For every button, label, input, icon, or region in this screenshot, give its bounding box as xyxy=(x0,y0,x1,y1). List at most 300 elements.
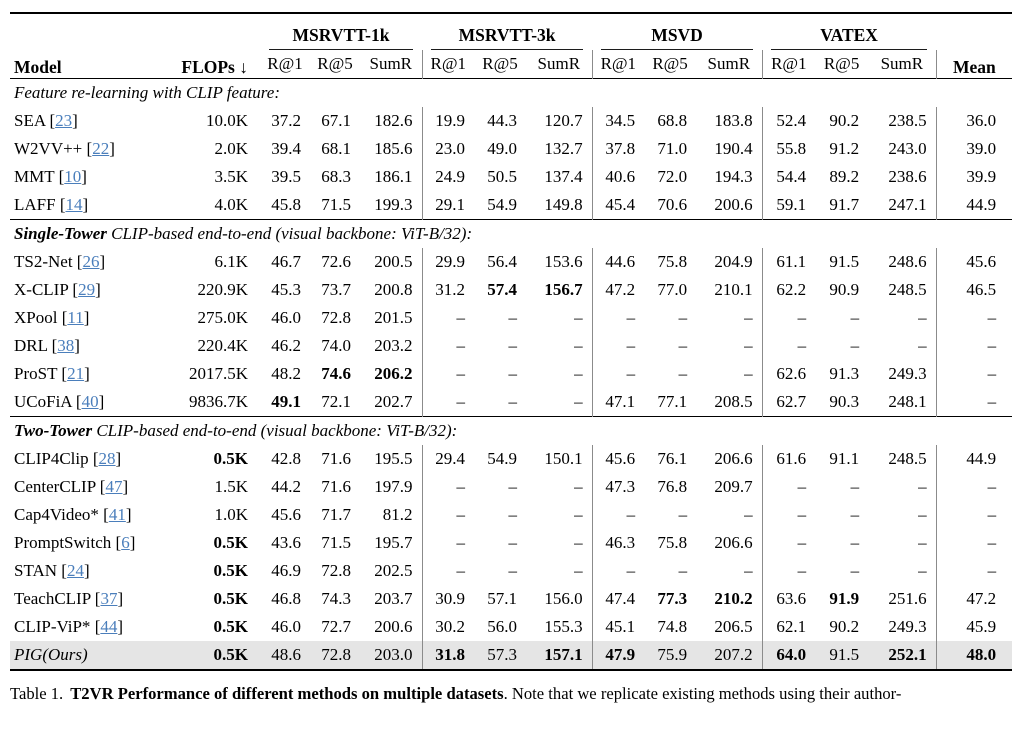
metric-cell: 77.1 xyxy=(657,392,688,411)
citation-link[interactable]: 11 xyxy=(67,308,84,327)
citation-link[interactable]: 44 xyxy=(100,617,118,636)
caption-rest: . Note that we replicate existing methods using their author- xyxy=(503,684,902,703)
metric-cell: – xyxy=(574,561,583,580)
section-label-row xyxy=(10,220,1012,249)
mean-cell: 47.2 xyxy=(936,585,1012,613)
model-cell: CLIP4Clip [28] xyxy=(14,449,122,468)
metric-cell: – xyxy=(574,336,583,355)
table-row xyxy=(10,135,1012,163)
metric-cell: 54.4 xyxy=(762,163,815,191)
metric-cell: – xyxy=(422,388,474,417)
metric-cell: – xyxy=(678,308,688,327)
metric-cell: 71.0 xyxy=(657,139,688,158)
model-name: LAFF xyxy=(14,195,56,214)
metric-cell: 252.1 xyxy=(888,645,927,664)
table-body xyxy=(10,79,1012,671)
model-name: Cap4Video* xyxy=(14,505,99,524)
table-row xyxy=(10,163,1012,191)
metric-cell: 200.6 xyxy=(714,195,753,214)
metric-cell: – xyxy=(678,364,688,383)
metric-cell: 48.6 xyxy=(271,645,301,664)
mean-cell: 39.9 xyxy=(936,163,1012,191)
model-cell: UCoFiA [40] xyxy=(14,392,105,411)
section-label-row xyxy=(10,417,1012,446)
citation-link[interactable]: 10 xyxy=(64,167,82,186)
metric-cell: 200.6 xyxy=(374,617,413,636)
caption-bold-title: T2VR Performance of different methods on multiple datasets xyxy=(70,684,504,703)
metric-cell: 156.0 xyxy=(544,589,583,608)
metric-cell: 49.1 xyxy=(271,392,301,411)
metric-header: R@5 xyxy=(823,54,860,73)
flops-cell: 2.0K xyxy=(214,139,248,158)
metric-cell: 62.6 xyxy=(762,360,815,388)
metric-cell: – xyxy=(508,477,518,496)
metric-cell: – xyxy=(850,505,860,524)
metric-cell: 70.6 xyxy=(657,195,688,214)
metric-cell: 30.9 xyxy=(422,585,474,613)
model-cell: MMT [10] xyxy=(14,167,87,186)
table-row xyxy=(10,191,1012,220)
metric-cell: – xyxy=(744,505,753,524)
flops-cell: 220.4K xyxy=(197,336,248,355)
model-name: MMT xyxy=(14,167,55,186)
mean-cell: 39.0 xyxy=(936,135,1012,163)
table-row xyxy=(10,529,1012,557)
metric-cell: – xyxy=(422,473,474,501)
metric-cell: 249.3 xyxy=(888,617,927,636)
table-row xyxy=(10,613,1012,641)
model-name: DRL xyxy=(14,336,48,355)
metric-cell: – xyxy=(422,557,474,585)
flops-cell: 0.5K xyxy=(213,561,248,580)
metric-header: R@1 xyxy=(267,54,303,73)
model-name: SEA xyxy=(14,111,46,130)
metric-cell: 201.5 xyxy=(374,308,413,327)
citation-link[interactable]: 22 xyxy=(92,139,110,158)
metric-cell: – xyxy=(850,561,860,580)
metric-cell: – xyxy=(422,360,474,388)
metric-cell: 238.6 xyxy=(888,167,927,186)
metric-header: SumR xyxy=(537,54,581,73)
mean-cell: – xyxy=(936,304,1012,332)
metric-cell: – xyxy=(574,477,583,496)
section-label xyxy=(10,417,1012,446)
metric-cell: 71.6 xyxy=(321,477,351,496)
metric-cell: 72.6 xyxy=(321,252,351,271)
model-cell: ProST [21] xyxy=(14,364,90,383)
metric-cell: 73.7 xyxy=(321,280,351,299)
table-row xyxy=(10,360,1012,388)
flops-cell: 9836.7K xyxy=(188,392,248,411)
metric-cell: – xyxy=(762,473,815,501)
metric-cell: 89.2 xyxy=(829,167,860,186)
table-row xyxy=(10,248,1012,276)
flops-cell: 1.0K xyxy=(214,505,248,524)
metric-cell: – xyxy=(592,557,644,585)
citation-link[interactable]: 14 xyxy=(65,195,83,214)
metric-cell: 29.1 xyxy=(422,191,474,220)
citation-link[interactable]: 41 xyxy=(108,505,126,524)
metric-cell: 72.8 xyxy=(321,645,351,664)
metric-cell: 47.9 xyxy=(592,641,644,670)
flops-header xyxy=(160,13,260,79)
metric-cell: 46.0 xyxy=(271,617,301,636)
metric-cell: 200.5 xyxy=(374,252,413,271)
model-cell: W2VV++ [22] xyxy=(14,139,115,158)
mean-cell: 46.5 xyxy=(936,276,1012,304)
metric-cell: 68.1 xyxy=(321,139,351,158)
metric-cell: 72.7 xyxy=(321,617,351,636)
metric-cell: 46.7 xyxy=(271,252,301,271)
metric-cell: 39.5 xyxy=(271,167,301,186)
metric-cell: – xyxy=(678,505,688,524)
metric-cell: 62.2 xyxy=(762,276,815,304)
mean-cell: 45.9 xyxy=(936,613,1012,641)
metric-cell: – xyxy=(850,308,860,327)
metric-cell: 249.3 xyxy=(888,364,927,383)
metric-cell: 46.9 xyxy=(271,561,301,580)
metric-cell: 45.1 xyxy=(592,613,644,641)
metric-cell: – xyxy=(508,392,518,411)
metric-cell: 71.5 xyxy=(321,195,351,214)
metric-cell: 47.2 xyxy=(592,276,644,304)
mean-cell: 44.9 xyxy=(936,191,1012,220)
metric-cell: 90.9 xyxy=(829,280,860,299)
metric-cell: 204.9 xyxy=(714,252,753,271)
metric-cell: 67.1 xyxy=(321,111,351,130)
metric-cell: 81.2 xyxy=(382,505,413,524)
metric-cell: 76.8 xyxy=(657,477,688,496)
metric-cell: 47.4 xyxy=(592,585,644,613)
section-label xyxy=(10,79,1012,108)
metric-cell: – xyxy=(508,308,518,327)
citation-link[interactable]: 6 xyxy=(121,533,130,552)
metric-cell: 61.6 xyxy=(762,445,815,473)
metric-cell: – xyxy=(592,332,644,360)
metric-cell: 64.0 xyxy=(762,641,815,670)
model-cell xyxy=(10,641,160,670)
metric-cell: 43.6 xyxy=(271,533,301,552)
metric-cell: 45.3 xyxy=(271,280,301,299)
metric-cell: 150.1 xyxy=(544,449,583,468)
metric-cell: – xyxy=(574,533,583,552)
section-label-text: Feature re-learning with CLIP feature: xyxy=(14,83,280,102)
citation-link[interactable]: 38 xyxy=(57,336,75,355)
metric-cell: 75.9 xyxy=(657,645,688,664)
metric-cell: – xyxy=(574,392,583,411)
metric-cell: 120.7 xyxy=(544,111,583,130)
metric-cell: 59.1 xyxy=(762,191,815,220)
flops-cell: 2017.5K xyxy=(188,364,248,383)
dataset-group-label: VATEX xyxy=(771,25,927,50)
metric-cell: 194.3 xyxy=(714,167,753,186)
metric-cell: 56.4 xyxy=(487,252,518,271)
mean-cell: – xyxy=(936,332,1012,360)
mean-cell: 36.0 xyxy=(936,107,1012,135)
citation-link[interactable]: 40 xyxy=(81,392,99,411)
metric-cell: – xyxy=(918,533,927,552)
metric-cell: 68.3 xyxy=(321,167,351,186)
metric-cell: 44.6 xyxy=(592,248,644,276)
metric-cell: 91.7 xyxy=(829,195,860,214)
flops-cell: 0.5K xyxy=(213,589,248,608)
metric-cell: 203.7 xyxy=(374,589,413,608)
model-name: W2VV++ xyxy=(14,139,83,158)
metric-cell: 186.1 xyxy=(374,167,413,186)
citation-link[interactable]: 26 xyxy=(82,252,100,271)
model-cell: X-CLIP [29] xyxy=(14,280,101,299)
flops-cell: 0.5K xyxy=(213,449,248,468)
metric-cell: 30.2 xyxy=(422,613,474,641)
metric-cell: 90.3 xyxy=(829,392,860,411)
mean-cell: 48.0 xyxy=(936,641,1012,670)
metric-cell: – xyxy=(762,304,815,332)
flops-cell: 0.5K xyxy=(213,617,248,636)
flops-cell: 6.1K xyxy=(214,252,248,271)
dataset-group-header xyxy=(422,13,592,50)
metric-cell: – xyxy=(918,505,927,524)
metric-cell: 49.0 xyxy=(487,139,518,158)
metric-cell: 47.3 xyxy=(592,473,644,501)
table-row xyxy=(10,276,1012,304)
dataset-group-label: MSRVTT-1k xyxy=(269,25,413,50)
metric-cell: 202.5 xyxy=(374,561,413,580)
model-name: CLIP4Clip xyxy=(14,449,89,468)
metric-cell: – xyxy=(918,477,927,496)
citation-link[interactable]: 21 xyxy=(67,364,85,383)
metric-cell: 24.9 xyxy=(422,163,474,191)
mean-cell: – xyxy=(936,501,1012,529)
dataset-group-header xyxy=(762,13,936,50)
model-cell: SEA [23] xyxy=(14,111,78,130)
metric-cell: 29.9 xyxy=(422,248,474,276)
model-header: Model xyxy=(14,57,62,77)
metric-cell: 42.8 xyxy=(271,449,301,468)
metric-cell: 72.8 xyxy=(321,561,351,580)
model-name: X-CLIP xyxy=(14,280,69,299)
metric-cell: – xyxy=(918,336,927,355)
metric-cell: 185.6 xyxy=(374,139,413,158)
metric-header: SumR xyxy=(707,54,751,73)
metric-cell: 63.6 xyxy=(762,585,815,613)
model-cell: LAFF [14] xyxy=(14,195,89,214)
metric-cell: – xyxy=(850,533,860,552)
citation-link[interactable]: 29 xyxy=(78,280,96,299)
metric-cell: 149.8 xyxy=(544,195,583,214)
model-cell: CLIP-ViP* [44] xyxy=(14,617,124,636)
metric-cell: – xyxy=(508,561,518,580)
metric-cell: 75.8 xyxy=(657,533,688,552)
metric-cell: 183.8 xyxy=(714,111,753,130)
metric-cell: 46.8 xyxy=(271,589,301,608)
flops-cell: 0.5K xyxy=(213,645,248,664)
table-caption xyxy=(10,684,1012,704)
metric-cell: – xyxy=(422,304,474,332)
table-header xyxy=(10,13,1012,79)
metric-cell: – xyxy=(422,501,474,529)
metric-cell: 207.2 xyxy=(714,645,753,664)
metric-cell: 203.2 xyxy=(374,336,413,355)
header-row-datasets xyxy=(10,13,1012,50)
metric-cell: 206.6 xyxy=(714,533,753,552)
metric-cell: 210.1 xyxy=(714,280,753,299)
down-arrow-icon: ↓ xyxy=(234,57,248,77)
metric-cell: 210.2 xyxy=(714,589,753,608)
table-row xyxy=(10,107,1012,135)
model-name: UCoFiA xyxy=(14,392,72,411)
results-table xyxy=(10,12,1012,671)
metric-cell: 137.4 xyxy=(544,167,583,186)
metric-cell: 238.5 xyxy=(888,111,927,130)
mean-cell: – xyxy=(936,360,1012,388)
metric-cell: 91.5 xyxy=(829,252,860,271)
metric-cell: 91.5 xyxy=(829,645,860,664)
citation-link[interactable]: 37 xyxy=(100,589,118,608)
metric-cell: 74.3 xyxy=(321,589,351,608)
metric-cell: – xyxy=(918,308,927,327)
metric-cell: 208.5 xyxy=(714,392,753,411)
metric-cell: – xyxy=(744,561,753,580)
dataset-group-label: MSRVTT-3k xyxy=(431,25,583,50)
mean-header: Mean xyxy=(952,57,996,77)
flops-cell: 10.0K xyxy=(205,111,248,130)
metric-cell: 90.2 xyxy=(829,617,860,636)
metric-cell: 209.7 xyxy=(714,477,753,496)
metric-cell: – xyxy=(422,529,474,557)
metric-cell: 48.2 xyxy=(271,364,301,383)
metric-cell: 54.9 xyxy=(487,449,518,468)
metric-cell: – xyxy=(508,533,518,552)
metric-cell: 44.3 xyxy=(487,111,518,130)
metric-cell: 34.5 xyxy=(592,107,644,135)
metric-cell: 62.1 xyxy=(762,613,815,641)
metric-cell: – xyxy=(762,501,815,529)
metric-cell: 248.5 xyxy=(888,449,927,468)
model-name: TeachCLIP xyxy=(14,589,91,608)
metric-cell: 68.8 xyxy=(657,111,688,130)
metric-cell: – xyxy=(762,557,815,585)
model-name: PromptSwitch xyxy=(14,533,112,552)
metric-cell: – xyxy=(744,336,753,355)
mean-cell: 44.9 xyxy=(936,445,1012,473)
metric-cell: – xyxy=(508,336,518,355)
model-name: CenterCLIP xyxy=(14,477,96,496)
dataset-group-header xyxy=(260,13,422,50)
flops-label: FLOPs xyxy=(181,57,235,77)
section-label-text: CLIP-based end-to-end (visual backbone: ViT-B/32): xyxy=(106,224,473,243)
metric-cell: 45.6 xyxy=(271,505,301,524)
metric-cell: – xyxy=(508,364,518,383)
metric-cell: 47.1 xyxy=(592,388,644,417)
section-label-bold: Single-Tower xyxy=(14,224,107,243)
model-cell: Cap4Video* [41] xyxy=(14,505,132,524)
metric-cell: 248.6 xyxy=(888,252,927,271)
metric-cell: 247.1 xyxy=(888,195,927,214)
metric-cell: – xyxy=(678,336,688,355)
citation-link[interactable]: 28 xyxy=(98,449,116,468)
metric-cell: 29.4 xyxy=(422,445,474,473)
metric-cell: 132.7 xyxy=(544,139,583,158)
metric-cell: 182.6 xyxy=(374,111,413,130)
metric-cell: 251.6 xyxy=(888,589,927,608)
metric-cell: 57.3 xyxy=(487,645,518,664)
metric-cell: 31.2 xyxy=(422,276,474,304)
mean-cell: 45.6 xyxy=(936,248,1012,276)
metric-cell: 46.2 xyxy=(271,336,301,355)
metric-cell: 74.0 xyxy=(321,336,351,355)
metric-cell: 195.5 xyxy=(374,449,413,468)
table-row xyxy=(10,304,1012,332)
metric-header: SumR xyxy=(369,54,413,73)
flops-cell: 4.0K xyxy=(214,195,248,214)
metric-cell: – xyxy=(762,529,815,557)
model-cell: PromptSwitch [6] xyxy=(14,533,136,552)
metric-cell: 71.7 xyxy=(321,505,351,524)
metric-cell: 248.1 xyxy=(888,392,927,411)
metric-cell: 71.6 xyxy=(321,449,351,468)
table-row xyxy=(10,501,1012,529)
mean-cell: – xyxy=(936,388,1012,417)
metric-cell: 55.8 xyxy=(762,135,815,163)
table-row xyxy=(10,445,1012,473)
metric-cell: 54.9 xyxy=(487,195,518,214)
model-cell: TS2-Net [26] xyxy=(14,252,106,271)
metric-cell: 243.0 xyxy=(888,139,927,158)
metric-cell: 199.3 xyxy=(374,195,413,214)
table-row xyxy=(10,641,1012,670)
metric-cell: 19.9 xyxy=(422,107,474,135)
metric-cell: 76.1 xyxy=(657,449,688,468)
mean-cell: – xyxy=(936,473,1012,501)
model-cell: XPool [11] xyxy=(14,308,90,327)
metric-cell: 56.0 xyxy=(487,617,518,636)
metric-cell: 90.2 xyxy=(829,111,860,130)
metric-cell: 50.5 xyxy=(487,167,518,186)
metric-cell: – xyxy=(574,364,583,383)
metric-cell: 153.6 xyxy=(544,252,583,271)
citation-link[interactable]: 24 xyxy=(66,561,84,580)
metric-cell: 91.1 xyxy=(829,449,860,468)
section-label-text: CLIP-based end-to-end (visual backbone: ViT-B/32): xyxy=(92,421,458,440)
metric-cell: – xyxy=(918,561,927,580)
metric-cell: 200.8 xyxy=(374,280,413,299)
metric-cell: 45.8 xyxy=(271,195,301,214)
metric-header: R@1 xyxy=(592,50,644,79)
table-row xyxy=(10,332,1012,360)
metric-cell: 77.0 xyxy=(657,280,688,299)
metric-cell: 52.4 xyxy=(762,107,815,135)
metric-cell: 91.3 xyxy=(829,364,860,383)
metric-cell: 202.7 xyxy=(374,392,413,411)
model-cell: DRL [38] xyxy=(14,336,80,355)
metric-cell: 206.6 xyxy=(714,449,753,468)
metric-header: R@1 xyxy=(422,50,474,79)
metric-cell: 190.4 xyxy=(714,139,753,158)
metric-cell: 46.3 xyxy=(592,529,644,557)
citation-link[interactable]: 47 xyxy=(105,477,123,496)
citation-link[interactable]: 23 xyxy=(55,111,73,130)
section-label xyxy=(10,220,1012,249)
metric-cell: 206.2 xyxy=(374,364,413,383)
flops-cell: 220.9K xyxy=(197,280,248,299)
metric-cell: 57.1 xyxy=(487,589,518,608)
section-label-row xyxy=(10,79,1012,108)
flops-cell: 3.5K xyxy=(214,167,248,186)
model-name: XPool xyxy=(14,308,58,327)
model-name: ProST xyxy=(14,364,58,383)
metric-cell: 45.6 xyxy=(592,445,644,473)
metric-cell: 77.3 xyxy=(657,589,688,608)
